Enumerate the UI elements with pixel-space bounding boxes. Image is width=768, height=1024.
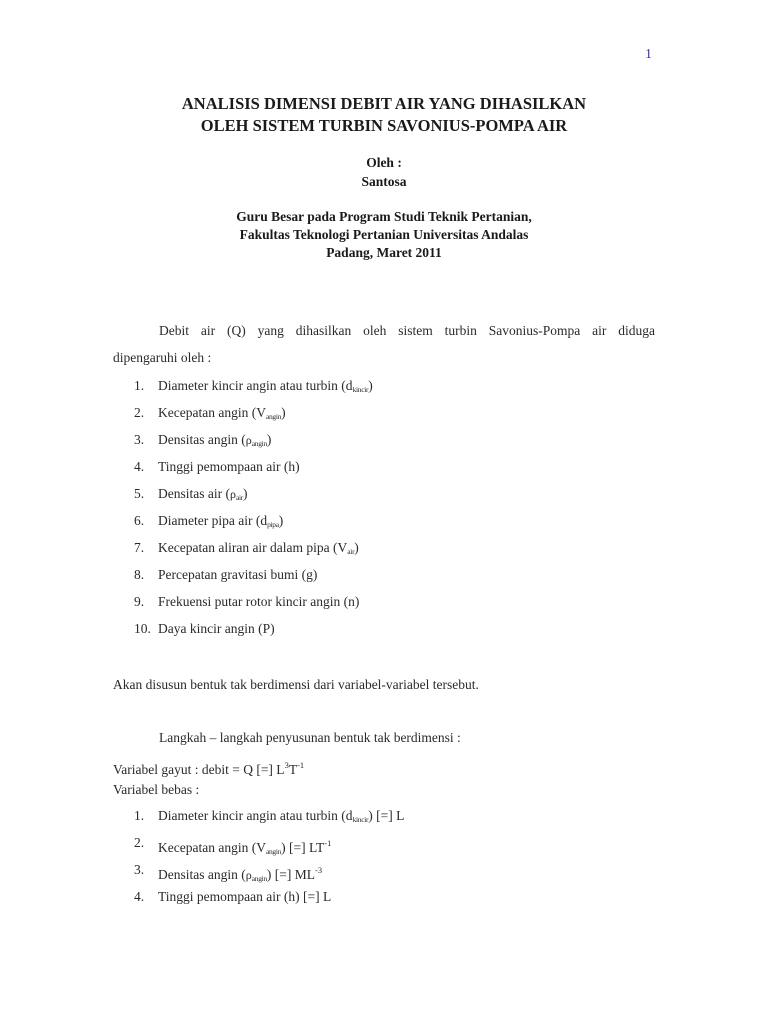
item-text-after: ) bbox=[266, 432, 272, 447]
document-title-line-1: ANALISIS DIMENSI DEBIT AIR YANG DIHASILKAN bbox=[181, 94, 587, 113]
superscript: -1 bbox=[297, 760, 305, 770]
item-text: Densitas angin ( bbox=[158, 432, 246, 447]
list-text bbox=[158, 860, 322, 889]
dependent-variable-unit: T bbox=[288, 762, 298, 777]
list-text: Tinggi pemompaan air (h) bbox=[158, 459, 300, 474]
superscript: -3 bbox=[315, 865, 323, 875]
subscript: air bbox=[235, 493, 243, 502]
steps-heading: Langkah – langkah penyusunan bentuk tak berdimensi : bbox=[159, 730, 461, 745]
item-text-after: ) bbox=[278, 513, 284, 528]
list-number: 8. bbox=[134, 567, 145, 582]
item-text: Kecepatan aliran air dalam pipa (V bbox=[158, 540, 348, 555]
rho-symbol: ρ bbox=[245, 433, 252, 447]
dependent-variable-text: Variabel gayut : debit = Q [=] L bbox=[113, 762, 285, 777]
rho-symbol: ρ bbox=[229, 487, 236, 501]
list-number: 4. bbox=[134, 889, 145, 904]
list-text: Frekuensi putar rotor kincir angin (n) bbox=[158, 594, 360, 609]
list-number: 3. bbox=[134, 432, 145, 447]
page-number: 1 bbox=[645, 47, 652, 62]
list-text bbox=[158, 403, 286, 427]
affiliation-line-2: Fakultas Teknologi Pertanian Universitas Andalas bbox=[239, 227, 529, 242]
document-title-line-2: OLEH SISTEM TURBIN SAVONIUS-POMPA AIR bbox=[200, 116, 568, 135]
list-text bbox=[158, 376, 373, 400]
item-text: Kecepatan angin (V bbox=[158, 840, 266, 855]
list-number: 5. bbox=[134, 486, 145, 501]
superscript: -1 bbox=[324, 838, 332, 848]
affiliation-line-1: Guru Besar pada Program Studi Teknik Pertanian, bbox=[236, 209, 532, 224]
list-text bbox=[158, 511, 283, 535]
list-number: 2. bbox=[134, 835, 145, 850]
list-text bbox=[158, 538, 359, 562]
dependent-variable-line bbox=[113, 755, 304, 780]
place-date: Padang, Maret 2011 bbox=[326, 245, 442, 260]
list-number: 4. bbox=[134, 459, 145, 474]
list-number: 7. bbox=[134, 540, 145, 555]
subscript: air bbox=[347, 547, 355, 556]
subscript: kincir bbox=[352, 815, 369, 824]
item-text-after: ) bbox=[243, 486, 248, 501]
item-text-after: ) [=] L bbox=[368, 808, 405, 823]
subscript: pipa bbox=[267, 520, 279, 529]
item-text: Kecepatan angin (V bbox=[158, 405, 266, 420]
item-text: Densitas angin ( bbox=[158, 867, 246, 882]
item-text-after: ) bbox=[354, 540, 359, 555]
list-number: 1. bbox=[134, 378, 145, 393]
item-text: Diameter kincir angin atau turbin (d bbox=[158, 378, 353, 393]
list-text bbox=[158, 484, 248, 508]
intro-paragraph-line-1 bbox=[113, 321, 655, 341]
subscript: angin bbox=[265, 412, 282, 421]
subscript: angin bbox=[251, 874, 267, 883]
subscript: angin bbox=[265, 847, 282, 856]
list-text bbox=[158, 430, 271, 454]
list-number: 1. bbox=[134, 808, 145, 823]
list-number: 9. bbox=[134, 594, 145, 609]
list-text bbox=[158, 833, 331, 862]
independent-variables-label: Variabel bebas : bbox=[113, 782, 200, 797]
superscript: 3 bbox=[284, 760, 289, 770]
statement-paragraph: Akan disusun bentuk tak berdimensi dari variabel-variabel tersebut. bbox=[113, 677, 479, 692]
intro-paragraph-line-2: dipengaruhi oleh : bbox=[113, 350, 212, 365]
list-text bbox=[158, 806, 404, 830]
rho-symbol: ρ bbox=[245, 868, 252, 882]
list-number: 2. bbox=[134, 405, 145, 420]
item-text-after: ) [=] ML bbox=[266, 867, 316, 882]
author-name: Santosa bbox=[361, 174, 407, 189]
by-label: Oleh : bbox=[366, 155, 402, 170]
list-number: 10. bbox=[134, 621, 151, 636]
item-text-after: ) bbox=[368, 378, 373, 393]
list-text: Percepatan gravitasi bumi (g) bbox=[158, 567, 318, 582]
list-text: Tinggi pemompaan air (h) [=] L bbox=[158, 889, 332, 904]
intro-text: Debit air (Q) yang dihasilkan oleh sistem turbin Savonius-Pompa air diduga bbox=[159, 323, 655, 338]
subscript: angin bbox=[251, 439, 267, 448]
item-text: Diameter pipa air (d bbox=[158, 513, 268, 528]
subscript: kincir bbox=[352, 385, 369, 394]
item-text: Diameter kincir angin atau turbin (d bbox=[158, 808, 353, 823]
item-text: Densitas air ( bbox=[158, 486, 230, 501]
item-text-after: ) bbox=[281, 405, 286, 420]
list-text: Daya kincir angin (P) bbox=[158, 621, 275, 636]
list-number: 6. bbox=[134, 513, 145, 528]
list-number: 3. bbox=[134, 862, 145, 877]
item-text-after: ) [=] LT bbox=[281, 840, 325, 855]
